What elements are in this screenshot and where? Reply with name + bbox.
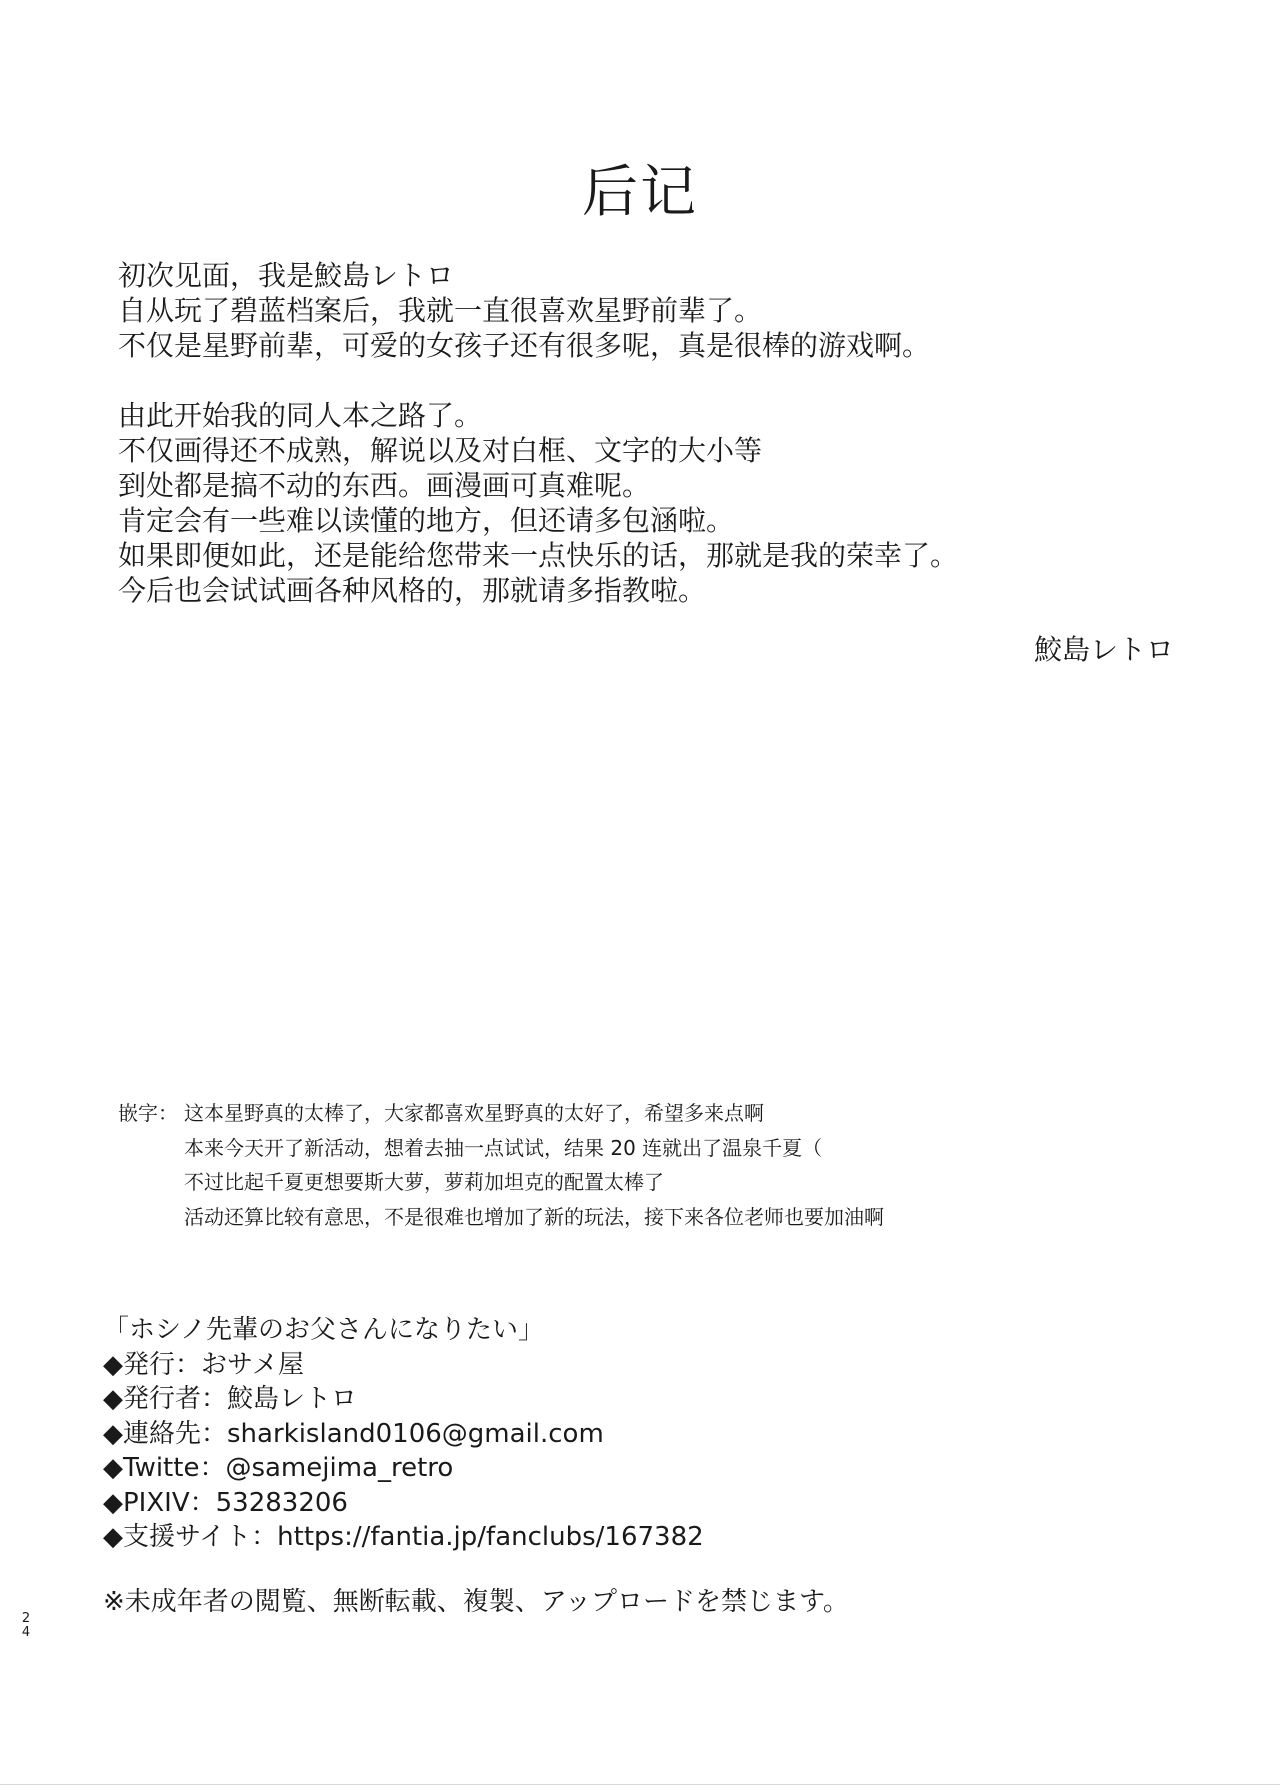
colophon-publisher: ◆発行：おサメ屋 <box>103 1349 304 1380</box>
typesetter-line: 活动还算比较有意思，不是很难也增加了新的玩法，接下来各位老师也要加油啊 <box>184 1204 884 1229</box>
colophon-twitter: ◆Twitte：@samejima_retro <box>103 1453 454 1483</box>
typesetter-line: 这本星野真的太棒了，大家都喜欢星野真的太好了，希望多来点啊 <box>184 1101 764 1125</box>
author-signature: 鮫島レトロ <box>1033 633 1174 666</box>
bottom-divider <box>0 1784 1280 1785</box>
afterword-line: 由此开始我的同人本之路了。 <box>118 399 483 432</box>
afterword-body <box>118 258 1218 608</box>
afterword-line: 初次见面，我是鮫島レトロ <box>118 259 455 292</box>
colophon-pixiv: ◆PIXIV：53283206 <box>103 1487 348 1518</box>
afterword-line: 今后也会试试画各种风格的，那就请多指教啦。 <box>118 574 707 607</box>
typesetter-note-row <box>118 1096 884 1234</box>
afterword-line: 不仅画得还不成熟，解说以及对白框、文字的大小等 <box>118 434 763 467</box>
legal-notice: ※未成年者の閲覧、無断転載、複製、アップロードを禁じます。 <box>103 1587 849 1617</box>
typesetter-line: 本来今天开了新活动，想着去抽一点试试，结果 20 连就出了温泉千夏（ <box>184 1135 823 1160</box>
afterword-line: 肯定会有一些难以读懂的地方，但还请多包涵啦。 <box>118 504 735 537</box>
colophon <box>103 1313 704 1555</box>
typesetter-label: 嵌字： <box>118 1101 178 1125</box>
paragraph-gap <box>118 363 1218 398</box>
colophon-contact: ◆連絡先：sharkisland0106@gmail.com <box>103 1418 604 1449</box>
afterword-line: 自从玩了碧蓝档案后，我就一直很喜欢星野前辈了。 <box>118 294 763 327</box>
afterword-line: 如果即便如此，还是能给您带来一点快乐的话，那就是我的荣幸了。 <box>118 539 959 572</box>
afterword-line: 到处都是搞不动的东西。画漫画可真难呢。 <box>118 469 651 502</box>
colophon-support-site: ◆支援サイト：https://fantia.jp/fanclubs/167382 <box>103 1522 704 1552</box>
typesetter-lines <box>184 1096 884 1234</box>
page-title: 后记 <box>582 160 698 225</box>
afterword-line: 不仅是星野前辈，可爱的女孩子还有很多呢，真是很棒的游戏啊。 <box>118 329 931 362</box>
colophon-book-title: 「ホシノ先輩のお父さんになりたい」 <box>103 1315 544 1345</box>
colophon-issuer: ◆発行者：鮫島レトロ <box>103 1384 357 1414</box>
typesetter-line: 不过比起千夏更想要斯大萝，萝莉加坦克的配置太棒了 <box>184 1170 664 1194</box>
page-number: 24 <box>21 1611 31 1640</box>
typesetter-note <box>118 1096 884 1234</box>
